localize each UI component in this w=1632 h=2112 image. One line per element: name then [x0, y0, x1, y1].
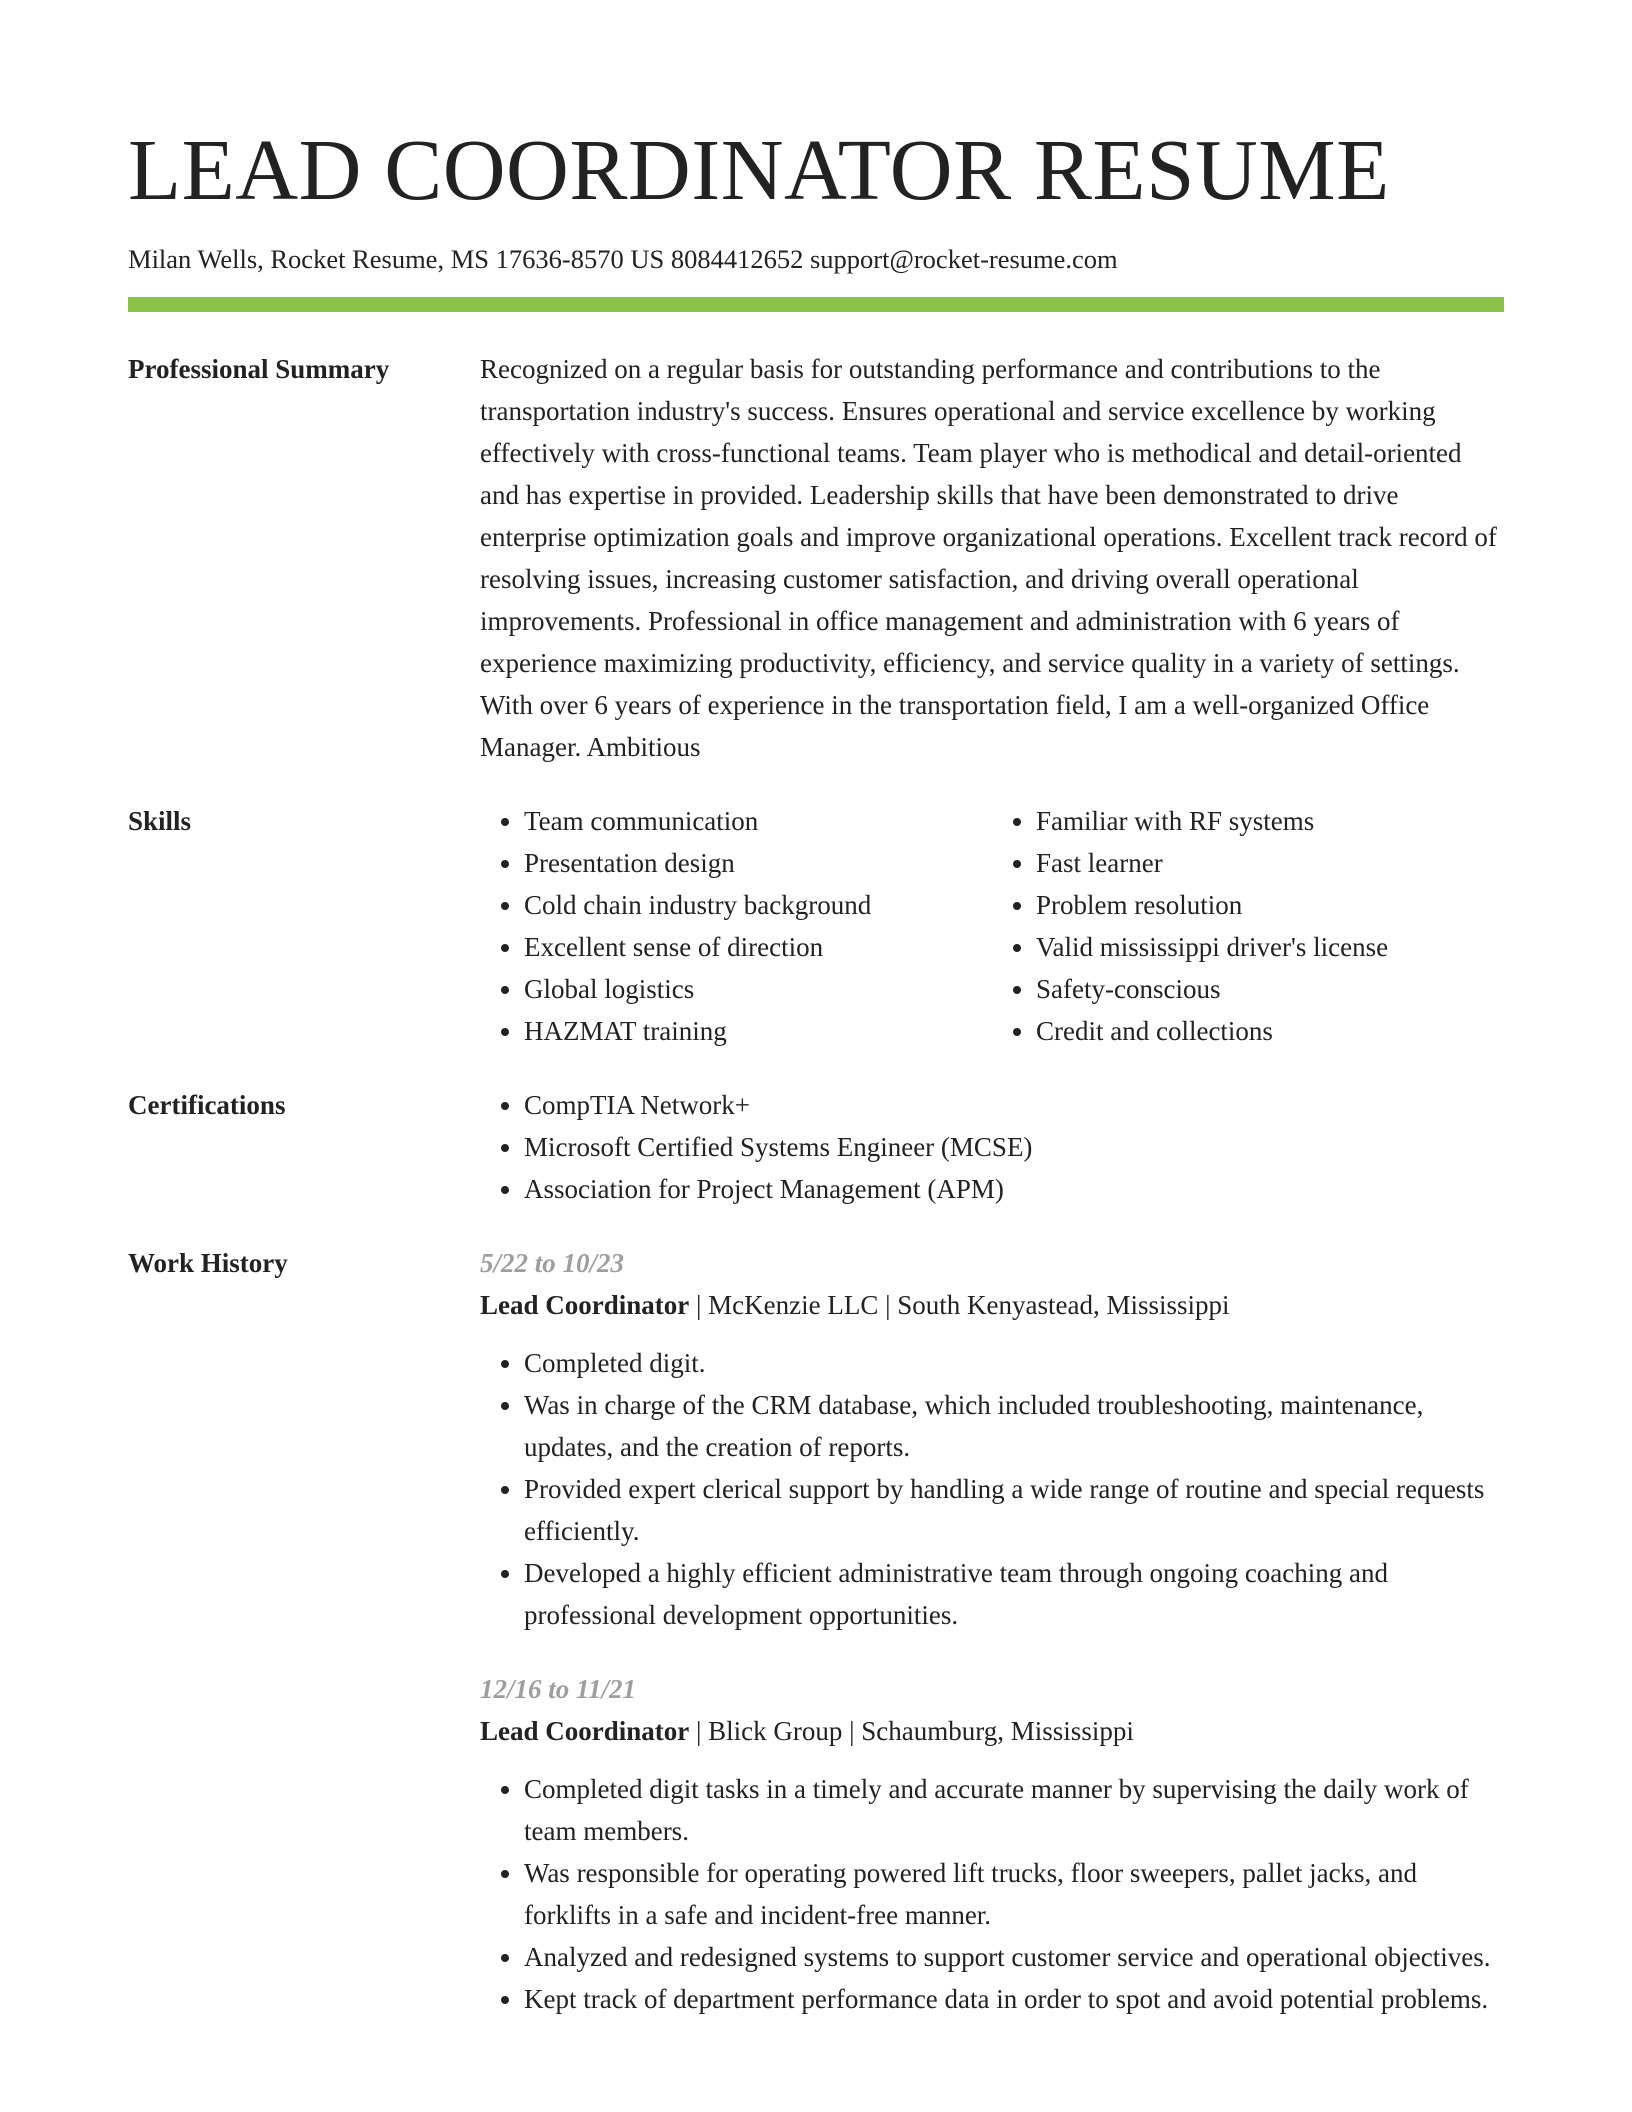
job-bullet: • Completed digit tasks in a timely and accurate manner by supervising the daily work of team members. [524, 1768, 1504, 1852]
job-bullet: • Provided expert clerical support by handling a wide range of routine and special requests efficiently. [524, 1468, 1504, 1552]
job-dates: 12/16 to 11/21 [480, 1674, 637, 1704]
skill-item: • Familiar with RF systems [1036, 800, 1504, 842]
work-history-label: Work History [128, 1248, 288, 1278]
certifications-section [128, 1084, 1504, 1210]
skill-item: • HAZMAT training [524, 1010, 992, 1052]
job-heading [480, 1284, 1504, 1326]
summary-body [480, 348, 1504, 768]
job-dates: 5/22 to 10/23 [480, 1248, 625, 1278]
job-entry [480, 1668, 1504, 2020]
job-title: Lead Coordinator [480, 1290, 690, 1320]
skill-item: • Presentation design [524, 842, 992, 884]
resume-title: LEAD COORDINATOR RESUME [128, 121, 1390, 218]
skill-item: • Cold chain industry background [524, 884, 992, 926]
skill-item: • Fast learner [1036, 842, 1504, 884]
skill-item: • Excellent sense of direction [524, 926, 992, 968]
certifications-label: Certifications [128, 1090, 286, 1120]
job-title: Lead Coordinator [480, 1716, 690, 1746]
job-entry [480, 1242, 1504, 1636]
summary-label: Professional Summary [128, 354, 390, 384]
certifications-body [480, 1084, 1504, 1210]
job-bullet: • Developed a highly efficient administrative team through ongoing coaching and professional development opportunities. [524, 1552, 1504, 1636]
summary-text: Recognized on a regular basis for outstanding performance and contributions to the transportation industry's success. Ensures operational and service excellence by working effectively with cross-functional teams. Team player who is methodical and detail-oriented and has expertise in provided. Leadership skills that have been demonstrated to drive enterprise optimization goals and improve organizational operations. Excellent track record of resolving issues, increasing customer satisfaction, and driving overall operational improvements. Professional in office management and administration with 6 years of experience maximizing productivity, efficiency, and service quality in a variety of settings. With over 6 years of experience in the transportation field, I am a well-organized Office Manager. Ambitious [480, 354, 1497, 762]
job-bullets [480, 1768, 1504, 2020]
work-history-section [128, 1242, 1504, 2020]
certification-item: • Microsoft Certified Systems Engineer (MCSE) [524, 1126, 1504, 1168]
skill-item: • Team communication [524, 800, 992, 842]
job-bullet: • Was responsible for operating powered lift trucks, floor sweepers, pallet jacks, and forklifts in a safe and incident-free manner. [524, 1852, 1504, 1936]
job-bullet: • Kept track of department performance data in order to spot and avoid potential problems. [524, 1978, 1504, 2020]
job-bullet: • Analyzed and redesigned systems to support customer service and operational objectives. [524, 1936, 1504, 1978]
accent-divider [128, 297, 1504, 312]
skills-body [480, 800, 1504, 1052]
job-heading [480, 1710, 1504, 1752]
skill-item: • Problem resolution [1036, 884, 1504, 926]
skill-item: • Safety-conscious [1036, 968, 1504, 1010]
skills-list-right [992, 800, 1504, 1052]
skills-label: Skills [128, 806, 192, 836]
skills-list-left [480, 800, 992, 1052]
skill-item: • Credit and collections [1036, 1010, 1504, 1052]
certification-item: • CompTIA Network+ [524, 1084, 1504, 1126]
job-details: | Blick Group | Schaumburg, Mississippi [689, 1716, 1134, 1746]
job-bullets [480, 1342, 1504, 1636]
job-details: | McKenzie LLC | South Kenyastead, Mississippi [689, 1290, 1230, 1320]
certification-item: • Association for Project Management (APM) [524, 1168, 1504, 1210]
skill-item: • Valid mississippi driver's license [1036, 926, 1504, 968]
skill-item: • Global logistics [524, 968, 992, 1010]
summary-section [128, 348, 1504, 768]
skills-section [128, 800, 1504, 1052]
job-bullet: • Was in charge of the CRM database, which included troubleshooting, maintenance, updates, and the creation of reports. [524, 1384, 1504, 1468]
work-history-body [480, 1242, 1504, 2020]
contact-line: Milan Wells, Rocket Resume, MS 17636-8570 US 8084412652 support@rocket-resume.com [128, 244, 1118, 274]
certifications-list [480, 1084, 1504, 1210]
job-bullet: • Completed digit. [524, 1342, 1504, 1384]
